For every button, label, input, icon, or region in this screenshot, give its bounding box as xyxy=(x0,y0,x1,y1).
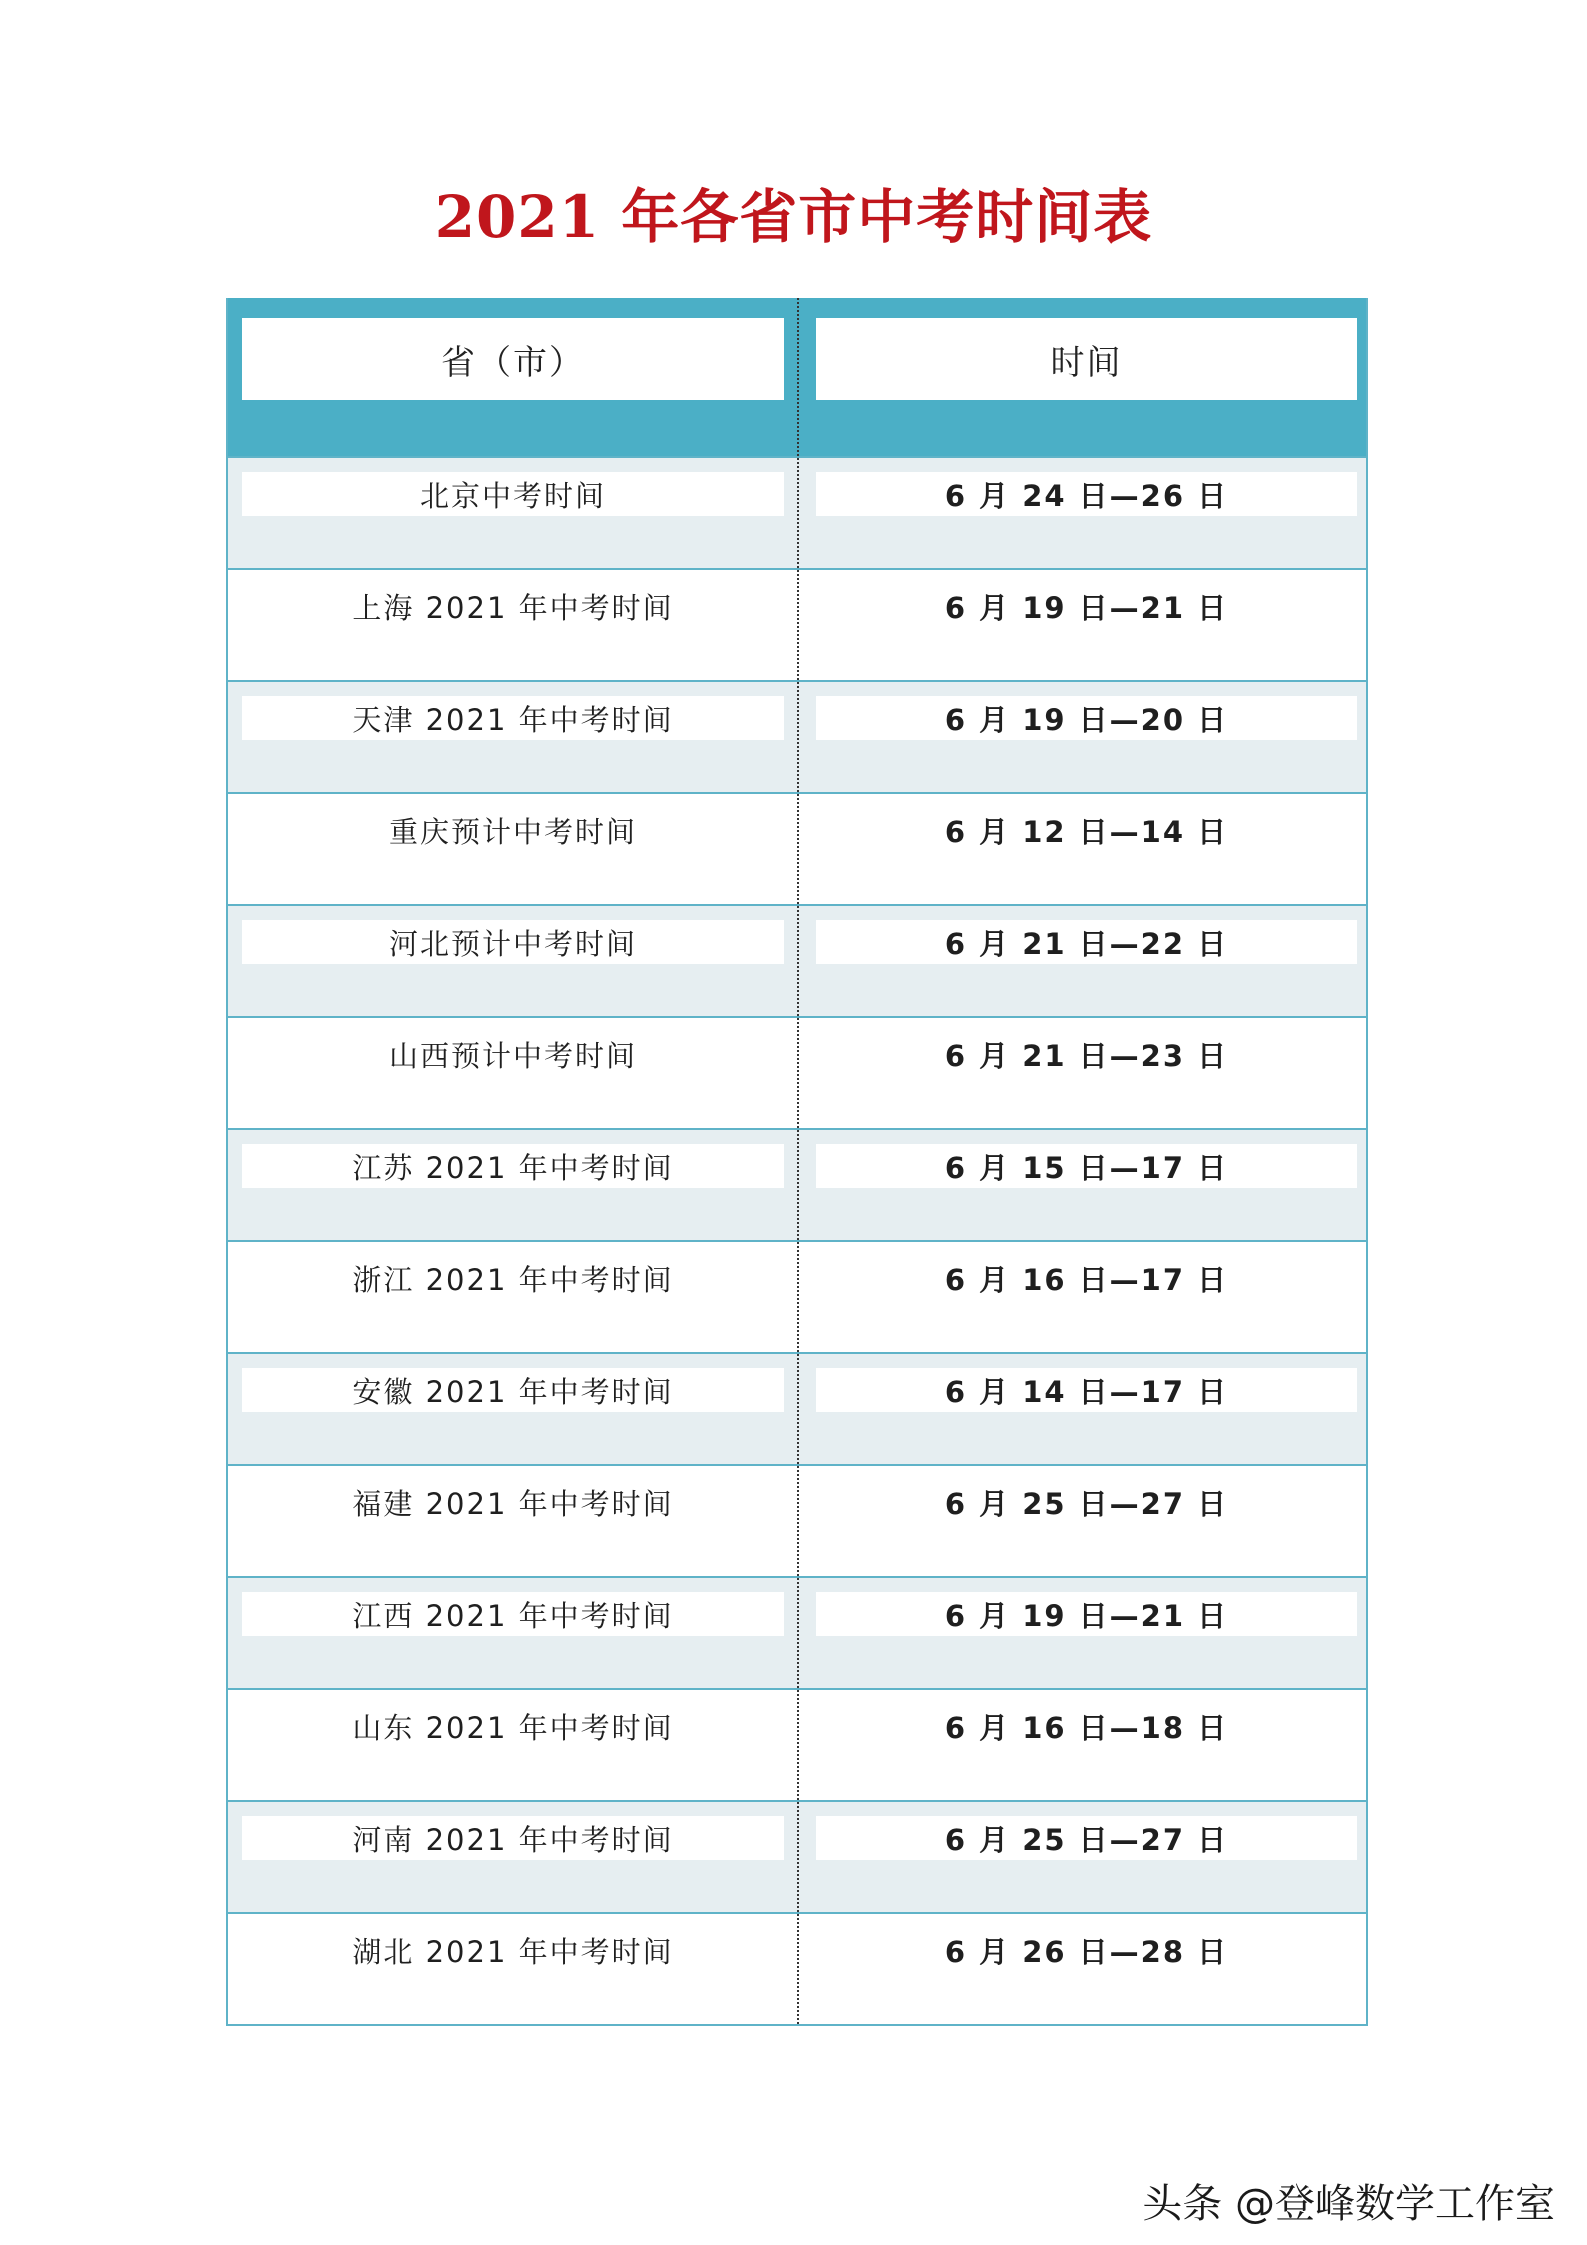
province-cell: 江苏 2021 年中考时间 xyxy=(242,1144,784,1188)
time-cell: 6 月 25 日—27 日 xyxy=(816,1816,1357,1860)
watermark-text: 头条 @登峰数学工作室 xyxy=(1142,2181,1555,2227)
province-cell: 北京中考时间 xyxy=(242,472,784,516)
province-cell: 河南 2021 年中考时间 xyxy=(242,1816,784,1860)
province-cell: 福建 2021 年中考时间 xyxy=(352,1486,674,1521)
time-cell: 6 月 14 日—17 日 xyxy=(816,1368,1357,1412)
province-cell: 重庆预计中考时间 xyxy=(388,814,637,849)
time-cell: 6 月 12 日—14 日 xyxy=(944,814,1229,849)
time-cell: 6 月 21 日—22 日 xyxy=(816,920,1357,964)
province-cell: 上海 2021 年中考时间 xyxy=(352,590,674,625)
time-cell: 6 月 26 日—28 日 xyxy=(944,1934,1229,1969)
page-title: 2021 年各省市中考时间表 xyxy=(434,183,1153,251)
time-cell: 6 月 15 日—17 日 xyxy=(816,1144,1357,1188)
province-cell: 江西 2021 年中考时间 xyxy=(242,1592,784,1636)
header-province: 省（市） xyxy=(242,318,784,400)
exam-schedule-table xyxy=(226,298,1368,2026)
time-cell: 6 月 19 日—20 日 xyxy=(816,696,1357,740)
province-cell: 山东 2021 年中考时间 xyxy=(352,1710,674,1745)
time-cell: 6 月 19 日—21 日 xyxy=(944,590,1229,625)
time-cell: 6 月 24 日—26 日 xyxy=(816,472,1357,516)
province-cell: 安徽 2021 年中考时间 xyxy=(242,1368,784,1412)
time-cell: 6 月 21 日—23 日 xyxy=(944,1038,1229,1073)
time-cell: 6 月 25 日—27 日 xyxy=(944,1486,1229,1521)
time-cell: 6 月 16 日—17 日 xyxy=(944,1262,1229,1297)
column-divider xyxy=(797,298,799,2024)
province-cell: 湖北 2021 年中考时间 xyxy=(352,1934,674,1969)
time-cell: 6 月 19 日—21 日 xyxy=(816,1592,1357,1636)
watermark xyxy=(1142,2172,1555,2229)
province-cell: 浙江 2021 年中考时间 xyxy=(352,1262,674,1297)
province-cell: 山西预计中考时间 xyxy=(388,1038,637,1073)
province-cell: 河北预计中考时间 xyxy=(242,920,784,964)
header-time: 时间 xyxy=(816,318,1357,400)
province-cell: 天津 2021 年中考时间 xyxy=(242,696,784,740)
time-cell: 6 月 16 日—18 日 xyxy=(944,1710,1229,1745)
